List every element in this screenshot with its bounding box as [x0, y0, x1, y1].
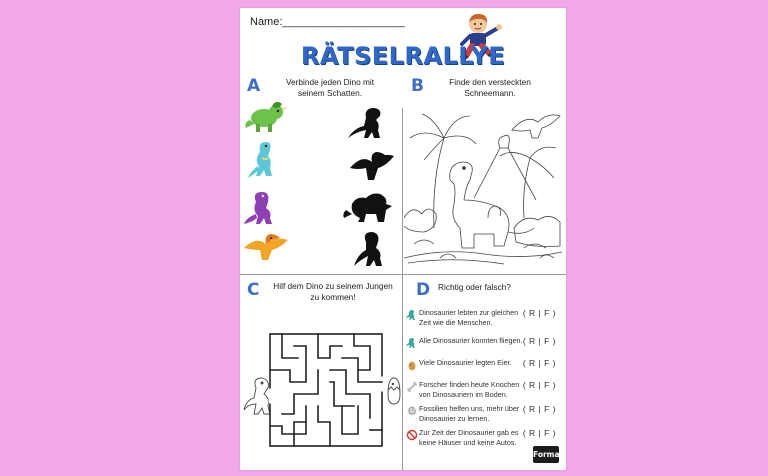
- section-b-instruction: Finde den versteckten Schneemann.: [449, 77, 531, 98]
- purple-dino-image[interactable]: [244, 192, 272, 224]
- worksheet: [240, 8, 566, 470]
- pterodactyl-shadow[interactable]: [350, 152, 394, 180]
- true-false-choice[interactable]: ( R | F ): [522, 358, 556, 368]
- dino-matching-area: [242, 98, 402, 268]
- true-false-choice[interactable]: ( R | F ): [522, 380, 556, 390]
- section-c-instruction: Hilf dem Dino zu seinem Jungen zu kommen!: [273, 281, 393, 302]
- statement-5: Fossilien helfen uns, mehr über Dinosaurier zu lernen. ( R | F ): [404, 404, 560, 426]
- statement-1: Dinosaurier lebten zur gleichen Zeit wie die Menschen. ( R | F ): [404, 308, 560, 330]
- maze-area: [242, 318, 402, 458]
- green-triceratops-image[interactable]: [246, 102, 289, 132]
- section-c-letter: C: [247, 280, 260, 300]
- statement-4: Forscher finden heute Knochen von Dinosauriern im Boden. ( R | F ): [404, 380, 560, 402]
- name-field[interactable]: Name:____________________: [250, 16, 405, 28]
- egg-icon: [406, 359, 418, 371]
- section-a-instruction: Verbinde jeden Dino mit seinem Schatten.: [285, 77, 375, 98]
- maze[interactable]: [270, 334, 382, 446]
- bone-icon: [406, 381, 418, 393]
- blue-trex-image[interactable]: [248, 142, 272, 178]
- dino-icon: [406, 309, 418, 321]
- section-a-letter: A: [247, 76, 261, 96]
- fossil-icon: [406, 405, 418, 417]
- brand-badge: Formati: [533, 446, 559, 463]
- section-d-instruction: Richtig oder falsch?: [438, 282, 511, 292]
- horizontal-divider: [240, 274, 566, 275]
- baby-dino-egg-image: [388, 378, 400, 404]
- orange-pterodactyl-image[interactable]: [244, 234, 288, 260]
- dino-start-image: [244, 378, 270, 414]
- triceratops-shadow[interactable]: [343, 194, 392, 223]
- section-d-letter: D: [416, 280, 431, 300]
- no-sign-icon: [406, 429, 418, 441]
- statement-2: Alle Dinosaurier konnten fliegen. ( R | F ): [404, 336, 560, 358]
- true-false-choice[interactable]: ( R | F ): [522, 428, 556, 438]
- true-false-choice[interactable]: ( R | F ): [522, 308, 556, 318]
- page-title: RÄTSELRALLYE: [300, 42, 506, 70]
- statement-6: Zur Zeit der Dinosaurier gab es keine Häuser und keine Autos. ( R | F ): [404, 428, 560, 450]
- vertical-divider: [402, 108, 403, 470]
- statement-3: Viele Dinosaurier legten Eier. ( R | F ): [404, 358, 560, 380]
- trex-shadow[interactable]: [348, 108, 380, 138]
- hidden-snowman-picture[interactable]: [404, 108, 562, 268]
- section-b-letter: B: [411, 76, 424, 96]
- dino-shadow[interactable]: [354, 232, 382, 266]
- true-false-choice[interactable]: ( R | F ): [522, 336, 556, 346]
- true-false-choice[interactable]: ( R | F ): [522, 404, 556, 414]
- dino-icon: [406, 337, 418, 349]
